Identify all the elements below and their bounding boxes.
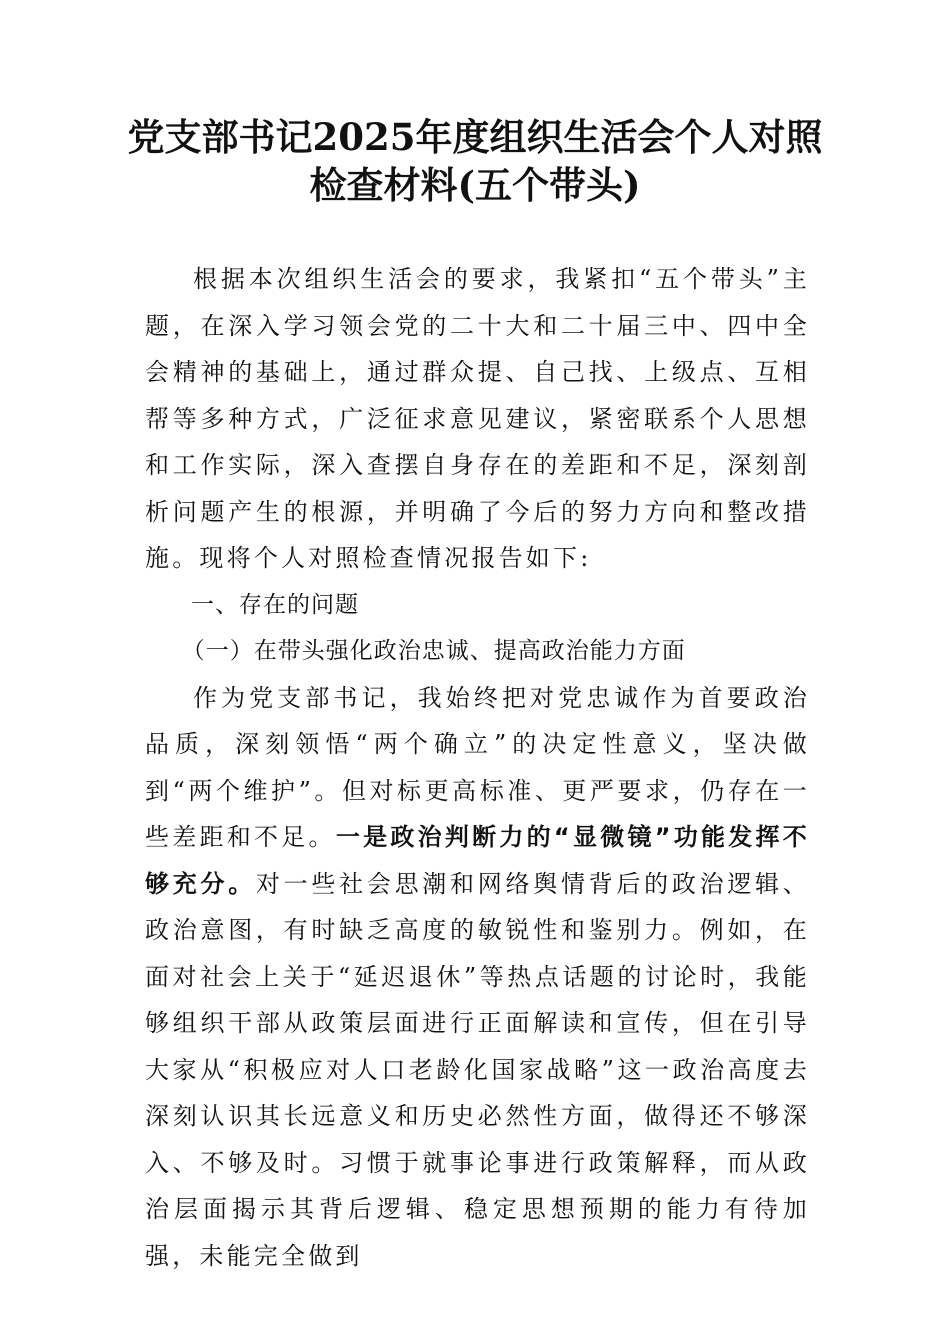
intro-paragraph: 根据本次组织生活会的要求，我紧扣“五个带头”主题，在深入学习领会党的二十大和二十届三中、四中全会精神的基础上，通过群众提、自己找、上级点、互相帮等多种方式，广泛征求意见建议，紧密联系个人思想和工作实际，深入查摆自身存在的差距和不足，深刻剖析问题产生的根源，并明确了今后的努力方向和整改措施。现将个人对照检查情况报告如下:	[145, 265, 810, 572]
paragraph-text-continued: 对一些社会思潮和网络舆情背后的政治逻辑、政治意图，有时缺乏高度的敏锐性和鉴别力。例如，在面对社会上关于“延迟退休”等热点话题的讨论时，我能够组织干部从政策层面进行正面解读和宣传，但在引导大家从“积极应对人口老龄化国家战略”这一政治高度去深刻认识其长远意义和历史必然性方面，做得还不够深入、不够及时。习惯于就事论事进行政策解释，而从政治层面揭示其背后逻辑、稳定思想预期的能力有待加强，未能完全做到	[145, 869, 810, 1270]
document-title-line-1: 党支部书记2025年度组织生活会个人对照	[127, 115, 823, 159]
section-heading-problems: 一、存在的问题	[191, 591, 359, 618]
subsection-heading-political-loyalty: （一）在带头强化政治忠诚、提高政治能力方面	[181, 638, 686, 664]
document-body	[145, 256, 810, 1279]
bold-point-one: 一是政治判断力的“显微镜”功能发挥不够充分。	[145, 823, 810, 898]
document-title-line-2: 检查材料(五个带头)	[309, 163, 641, 207]
political-loyalty-paragraph	[145, 675, 810, 1280]
paragraph-text: 作为党支部书记，我始终把对党忠诚作为首要政治品质，深刻领悟“两个确立”的决定性意义，坚决做到“两个维护”。但对标更高标准、更严要求，仍存在一些差距和不足。	[145, 683, 810, 851]
